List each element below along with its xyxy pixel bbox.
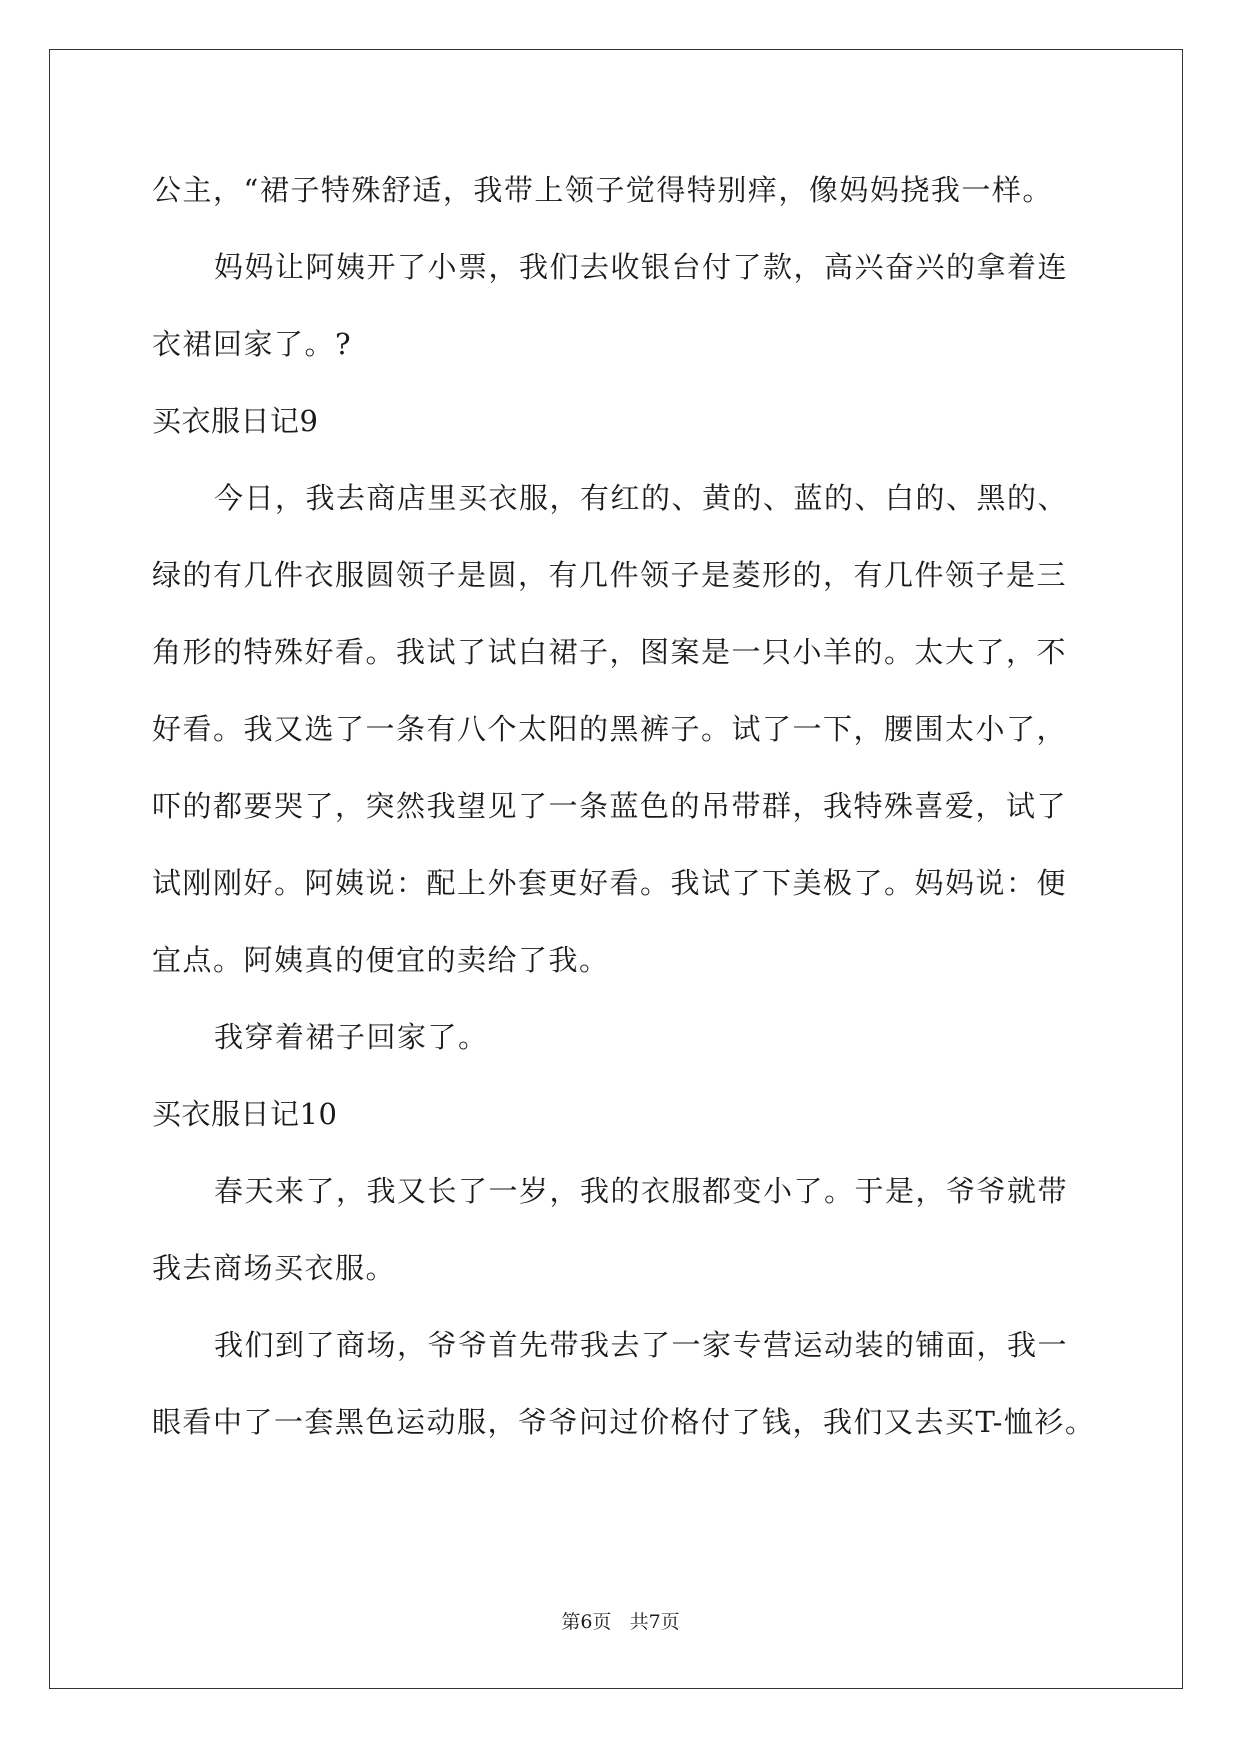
text-line: 好看。我又选了一条有八个太阳的黑裤子。试了一下，腰围太小了， <box>152 712 1068 746</box>
page-number: 第6页 <box>561 1611 612 1633</box>
text-line: 我去商场买衣服。 <box>152 1251 397 1285</box>
paragraph-first-line: 我们到了商场，爷爷首先带我去了一家专营运动装的铺面，我一 <box>214 1328 1069 1362</box>
paragraph-first-line: 我穿着裙子回家了。 <box>214 1020 489 1054</box>
section-heading: 买衣服日记9 <box>152 404 319 438</box>
text-line: 眼看中了一套黑色运动服，爷爷问过价格付了钱，我们又去买T-恤衫。 <box>152 1405 1096 1439</box>
text-line: 宜点。阿姨真的便宜的卖给了我。 <box>152 943 610 977</box>
page-total: 共7页 <box>629 1611 680 1633</box>
page-footer <box>0 1610 1241 1634</box>
text-line: 吓的都要哭了，突然我望见了一条蓝色的吊带群，我特殊喜爱，试了 <box>152 789 1068 823</box>
paragraph-first-line: 今日，我去商店里买衣服，有红的、黄的、蓝的、白的、黑的、 <box>214 481 1069 515</box>
text-line: 角形的特殊好看。我试了试白裙子，图案是一只小羊的。太大了，不 <box>152 635 1068 669</box>
text-line: 衣裙回家了。? <box>152 327 353 361</box>
paragraph-first-line: 春天来了，我又长了一岁，我的衣服都变小了。于是，爷爷就带 <box>214 1174 1069 1208</box>
text-line: 绿的有几件衣服圆领子是圆，有几件领子是菱形的，有几件领子是三 <box>152 558 1068 592</box>
text-line: 试刚刚好。阿姨说：配上外套更好看。我试了下美极了。妈妈说：便 <box>152 866 1068 900</box>
document-body <box>152 152 1096 1461</box>
section-heading: 买衣服日记10 <box>152 1097 338 1131</box>
paragraph-first-line: 妈妈让阿姨开了小票，我们去收银台付了款，高兴奋兴的拿着连 <box>214 250 1069 284</box>
text-line: 公主，“裙子特殊舒适，我带上领子觉得特别痒，像妈妈挠我一样。 <box>152 173 1053 207</box>
